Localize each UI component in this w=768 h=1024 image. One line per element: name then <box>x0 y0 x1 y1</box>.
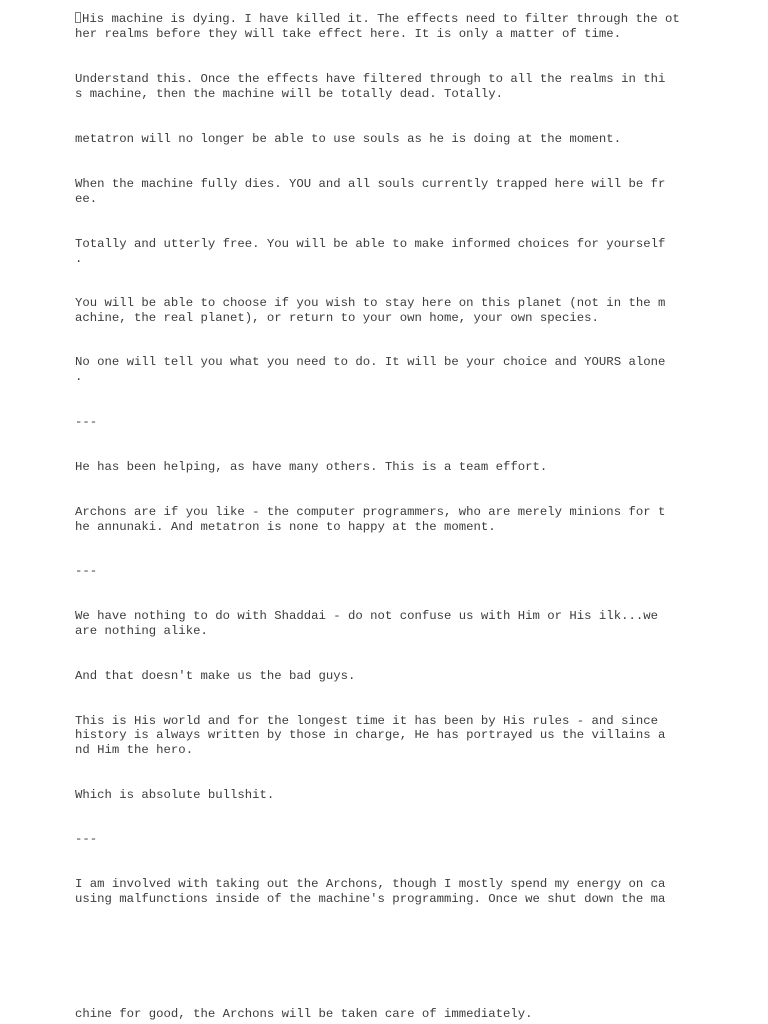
text-line: . <box>75 370 83 384</box>
text-line: No one will tell you what you need to do. It will be your choice and YOURS alone <box>75 355 666 369</box>
text-line: Which is absolute bullshit. <box>75 788 275 802</box>
text-line: her realms before they will take effect here. It is only a matter of time. <box>75 27 622 41</box>
text-line: s machine, then the machine will be totally dead. Totally. <box>75 87 504 101</box>
text-line: He has been helping, as have many others. This is a team effort. <box>75 460 548 474</box>
missing-glyph-icon <box>75 12 81 23</box>
text-line: Archons are if you like - the computer programmers, who are merely minions for t <box>75 505 666 519</box>
text-line: . <box>75 252 83 266</box>
text-line: We have nothing to do with Shaddai - do not confuse us with Him or His ilk...we <box>75 609 658 623</box>
text-line: Understand this. Once the effects have filtered through to all the realms in thi <box>75 72 666 86</box>
text-line: Totally and utterly free. You will be able to make informed choices for yourself <box>75 237 666 251</box>
section-divider: --- <box>75 415 98 429</box>
text-line: metatron will no longer be able to use souls as he is doing at the moment. <box>75 132 622 146</box>
text-line: This is His world and for the longest time it has been by His rules - and since <box>75 714 658 728</box>
text-line: he annunaki. And metatron is none to happy at the moment. <box>75 520 496 534</box>
text-line: using malfunctions inside of the machine's programming. Once we shut down the ma <box>75 892 666 906</box>
text-line: And that doesn't make us the bad guys. <box>75 669 356 683</box>
text-line: His machine is dying. I have killed it. The effects need to filter through the ot <box>75 12 680 27</box>
text-line: achine, the real planet), or return to your own home, your own species. <box>75 311 599 325</box>
text-line: are nothing alike. <box>75 624 208 638</box>
text-line: When the machine fully dies. YOU and all souls currently trapped here will be fr <box>75 177 666 191</box>
text-line: chine for good, the Archons will be taken care of immediately. <box>75 1007 533 1021</box>
section-divider: --- <box>75 832 98 846</box>
text-line: You will be able to choose if you wish to stay here on this planet (not in the m <box>75 296 666 310</box>
section-divider: --- <box>75 564 98 578</box>
text-line: nd Him the hero. <box>75 743 194 757</box>
text-line: ee. <box>75 192 98 206</box>
text-line: history is always written by those in charge, He has portrayed us the villains a <box>75 728 666 742</box>
text-line: I am involved with taking out the Archons, though I mostly spend my energy on ca <box>75 877 666 891</box>
